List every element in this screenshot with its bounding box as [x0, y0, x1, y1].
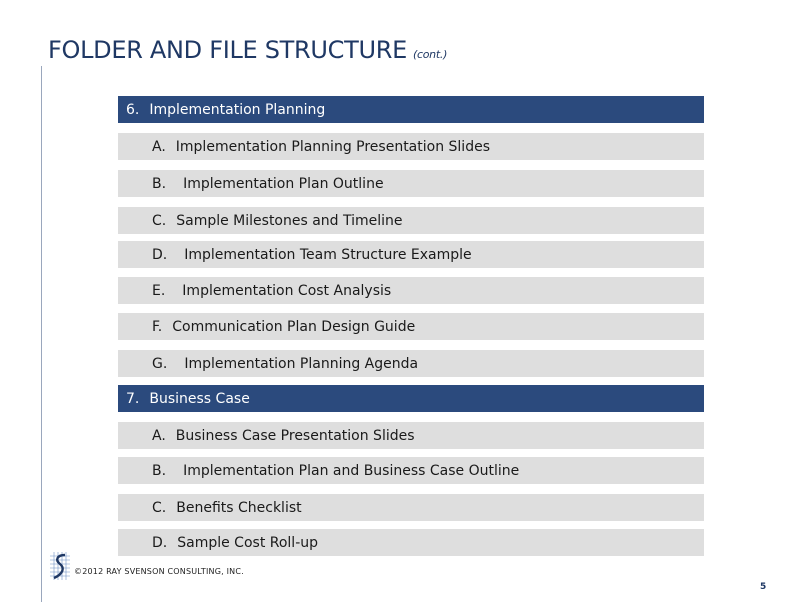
item-label: Implementation Team Structure Example — [184, 246, 472, 263]
item-letter: E. — [152, 282, 166, 299]
list-item — [118, 241, 704, 268]
list-item — [118, 170, 704, 197]
item-label: Implementation Planning Presentation Slides — [175, 138, 490, 155]
item-letter: A. — [152, 138, 166, 155]
item-letter: C. — [152, 499, 167, 516]
list-item — [118, 457, 704, 484]
section-header-implementation-planning — [118, 96, 704, 123]
list-item — [118, 350, 704, 377]
list-item — [118, 494, 704, 521]
list-item — [118, 422, 704, 449]
list-item — [118, 133, 704, 160]
list-item — [118, 277, 704, 304]
item-letter: B. — [152, 462, 167, 479]
page-title — [48, 36, 447, 64]
item-label: Communication Plan Design Guide — [172, 318, 416, 335]
left-divider — [41, 66, 42, 602]
item-label: Sample Cost Roll-up — [177, 534, 319, 551]
item-label: Implementation Planning Agenda — [184, 355, 419, 372]
copyright-notice: ©2012 RAY SVENSON CONSULTING, INC. — [74, 567, 244, 576]
item-letter: D. — [152, 246, 168, 263]
section-label: Business Case — [149, 390, 250, 407]
item-letter: C. — [152, 212, 167, 229]
item-letter: G. — [152, 355, 168, 372]
title-cont: (cont.) — [413, 48, 448, 61]
title-text: FOLDER AND FILE STRUCTURE — [48, 36, 408, 64]
item-label: Benefits Checklist — [176, 499, 302, 516]
item-letter: A. — [152, 427, 166, 444]
item-letter: D. — [152, 534, 168, 551]
item-label: Implementation Plan and Business Case Outline — [183, 462, 520, 479]
item-label: Business Case Presentation Slides — [175, 427, 415, 444]
item-label: Implementation Cost Analysis — [182, 282, 392, 299]
item-label: Implementation Plan Outline — [183, 175, 384, 192]
list-item — [118, 313, 704, 340]
item-letter: F. — [152, 318, 163, 335]
section-header-business-case — [118, 385, 704, 412]
section-number: 6. — [126, 101, 140, 118]
item-letter: B. — [152, 175, 167, 192]
item-label: Sample Milestones and Timeline — [176, 212, 403, 229]
list-item — [118, 529, 704, 556]
company-logo-icon — [50, 552, 70, 580]
section-number: 7. — [126, 390, 140, 407]
section-label: Implementation Planning — [149, 101, 326, 118]
page-number: 5 — [760, 582, 767, 592]
list-item — [118, 207, 704, 234]
